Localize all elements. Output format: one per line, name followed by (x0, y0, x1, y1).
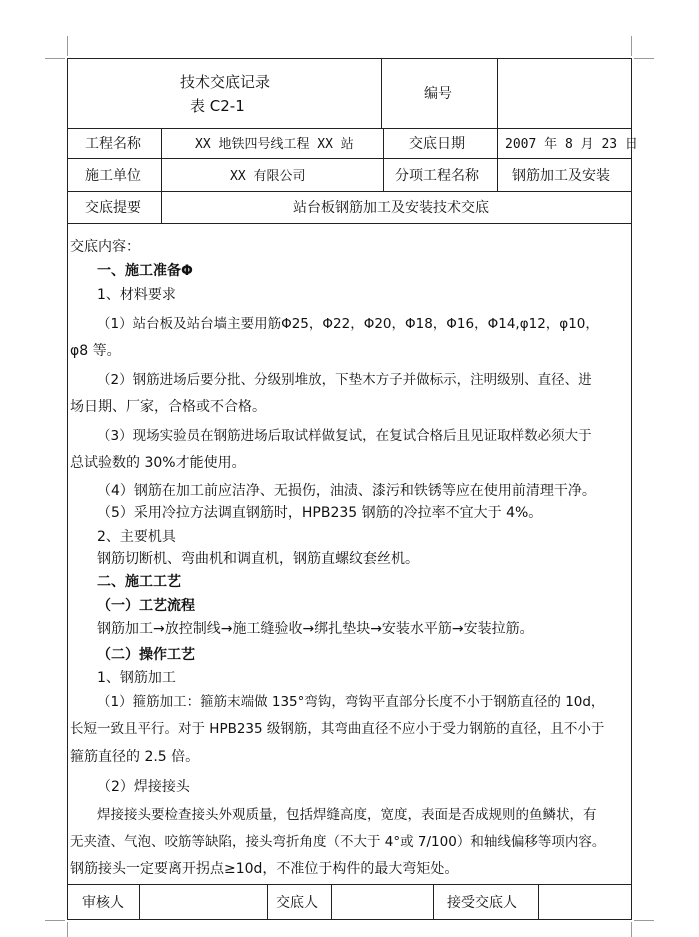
paragraph-line: 无夹渣、气泡、咬筋等缺陷，接头弯折角度（不大于 4°或 7/100）和轴线偏移等项内容。 (70, 834, 606, 850)
paragraph-line: 箍筋直径的 2.5 倍。 (70, 749, 200, 765)
paragraph-line: 钢筋接头一定要离开拐点≥10d，不准位于构件的最大弯矩处。 (70, 861, 459, 877)
project-value: XX 地铁四号线工程 XX 站 (195, 137, 354, 152)
crop-mark-br-h (634, 920, 654, 921)
number-label: 编号 (424, 86, 452, 102)
form-title: 技术交底记录 (180, 73, 271, 91)
paragraph-line: 总试验数的 30%才能使用。 (70, 455, 246, 471)
subsection-1-1: 1、材料要求 (97, 287, 176, 303)
summary-label: 交底提要 (85, 200, 141, 216)
paragraph-line: （4）钢筋在加工前应洁净、无损伤，油渍、漆污和铁锈等应在使用前清理干净。 (97, 483, 596, 499)
reviewer-label: 审核人 (82, 895, 124, 911)
col-divider (267, 884, 268, 920)
unit-value: XX 有限公司 (230, 169, 306, 184)
subsection-2-1: （一）工艺流程 (97, 598, 195, 614)
section-2-heading: 二、施工工艺 (97, 574, 181, 590)
paragraph-line: （2）焊接接头 (97, 779, 190, 795)
row-divider (67, 128, 632, 129)
date-label: 交底日期 (409, 136, 465, 152)
row-divider (67, 158, 632, 159)
col-divider (538, 884, 539, 920)
subproject-value: 钢筋加工及安装 (512, 168, 610, 184)
crop-mark-tl-v (67, 36, 68, 56)
project-label: 工程名称 (85, 136, 141, 152)
paragraph-line: （1）站台板及站台墙主要用筋Φ25，Φ22，Φ20，Φ18，Φ16，Φ14,φ12，φ10， (97, 316, 599, 332)
col-divider (433, 884, 434, 920)
summary-value: 站台板钢筋加工及安装技术交底 (293, 200, 489, 216)
row-divider (67, 884, 632, 885)
discloser-label: 交底人 (276, 895, 318, 911)
receiver-label: 接受交底人 (447, 895, 517, 911)
paragraph-line: 钢筋加工→放控制线→施工缝验收→绑扎垫块→安装水平筋→安装拉筋。 (97, 621, 534, 637)
crop-mark-tr-h (634, 58, 654, 59)
col-divider (331, 884, 332, 920)
paragraph-line: φ8 等。 (70, 343, 121, 359)
col-divider (139, 884, 140, 920)
crop-mark-tl-h (45, 58, 65, 59)
col-divider (497, 128, 498, 191)
content-intro: 交底内容： (70, 239, 140, 255)
col-divider (383, 128, 384, 191)
crop-mark-bl-v (67, 922, 68, 937)
paragraph-line: 长短一致且平行。对于 HPB235 级钢筋，其弯曲直径不应小于受力钢筋的直径，且不小于 (70, 721, 605, 737)
col-divider (497, 58, 498, 128)
section-1-heading: 一、施工准备Φ (97, 263, 193, 279)
date-value: 2007 年 8 月 23 日 (505, 137, 638, 152)
paragraph-line: （5）采用冷拉方法调直钢筋时，HPB235 钢筋的冷拉率不宜大于 4%。 (97, 505, 543, 521)
col-divider (381, 58, 382, 128)
paragraph-line: （2）钢筋进场后要分批、分级别堆放，下垫木方子并做标示，注明级别、直径、进 (97, 372, 592, 388)
subproject-label: 分项工程名称 (395, 168, 479, 184)
subsection-1-2: 2、主要机具 (97, 529, 176, 545)
col-divider (161, 128, 162, 223)
crop-mark-bl-h (45, 920, 65, 921)
paragraph-line: 钢筋切断机、弯曲机和调直机，钢筋直螺纹套丝机。 (97, 551, 419, 567)
unit-label: 施工单位 (85, 168, 141, 184)
row-divider (67, 223, 632, 224)
paragraph-line: 焊接接头要检查接头外观质量，包括焊缝高度，宽度，表面是否成规则的鱼鳞状，有 (97, 807, 597, 823)
paragraph-line: 场日期、厂家，合格或不合格。 (70, 399, 266, 415)
form-code: 表 C2-1 (190, 97, 245, 115)
row-divider (67, 191, 632, 192)
subsection-2-2: （二）操作工艺 (97, 647, 195, 663)
crop-mark-br-v (631, 922, 632, 937)
paragraph-line: （1）箍筋加工：箍筋末端做 135°弯钩，弯钩平直部分长度不小于钢筋直径的 10d， (97, 694, 605, 710)
paragraph-line: （3）现场实验员在钢筋进场后取试样做复试，在复试合格后且见证取样数必须大于 (97, 428, 592, 444)
subsection-2-2-1: 1、钢筋加工 (97, 670, 176, 686)
crop-mark-tr-v (631, 36, 632, 56)
